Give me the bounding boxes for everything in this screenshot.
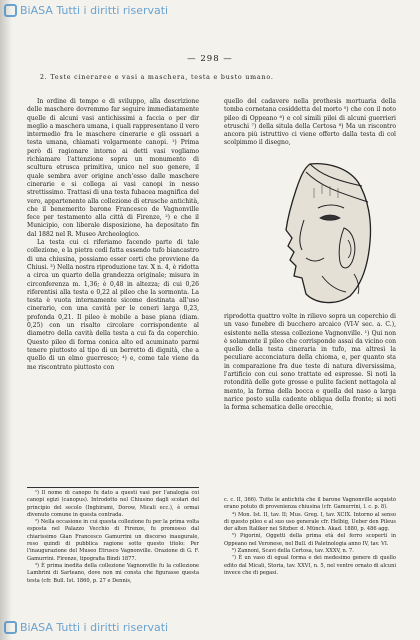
scan-edge-shadow (0, 0, 12, 640)
left-column-text (27, 98, 199, 480)
right-paragraph: riprodotta quattro volte in rilievo sopra un coperchio di un vaso funebre di bucchero arcaico (VI-V sec. a. C.), esistente nella stessa collezione Vagnonville. ¹) Qui non è solamente il pileo che corrisponde assai da vicino con quello della testa cineraria in tufo, ma altresì la peculiare acconciatura della chioma, e, per quanto sta in comparazione fra due teste di natura diversissima, l'artificio con cui sono trattate ed espresse. Sì noti la rotondità delle gote grosse e pulite facient nettagola al mento, la forma della bocca e quella del naso a larga narice posto sulla cadente obliqua della fronte; si noti la forma schematica delle orecchie, (224, 313, 396, 412)
right-paragraph: quello del cadavere nella prothesis mortuaria della tomba cornetana cosiddetta del morto ⁵) che con il noto pileo di Oppeano ⁶) e col simili pilei di alcuni guerrieri etruschi ⁷) della situla della Certosa ⁸) Ma un riscontro ancora più istruttivo ci viene offerto dalla testa di col scolpimmo il disegno, (224, 98, 396, 147)
footnotes-left (27, 487, 199, 618)
right-column-mid-text (224, 313, 396, 489)
footnote: ⁴) Mon. Ist. II, tav. II; Mus. Greg. I, tav. XCIX. Intorno al senso di questo pileo e al suo uso generale cfr. Helbig, Ueber den Pileus der alten Italiker nei Sitzber. d. Münch. Akad. 1880, p. 486 agg. (224, 511, 396, 533)
watermark-top-text: BiASA Tutti i diritti riservati (20, 4, 169, 17)
biasa-logo-icon (4, 621, 17, 634)
footnote: ³) È prima inedita della collezione Vagnonville fu la collezione Lambrini di Sarteano, dove non mi consta che figurasse questa testa (cfr. Bull. Ist. 1860, p. 27 e Dennis, (27, 562, 199, 584)
footnote: ⁵) Pigorini, Oggetti della prima età del ferro scoperti in Oppeano nel Veronese, nel Bull. di Paletnologia anno IV, tav. VI. (224, 533, 396, 547)
helmeted-head-relief-figure (262, 158, 384, 308)
left-paragraph: La testa cui ci riferiamo facendo parte di tale collezione, e la pietra cedì fatta essendo tufo biancastro di una chiusina, possiamo esser certi che provviene da Chiusi. ³) Nella nostra riproduzione tav. X n. 4, è ridotta a circa un quarto della grandezza originale; misura in circonferenza m. 1,36; è 0,48 in altezza; di cui 0,26 riferentisi alla testa e 0,22 al pileo che la sormonta. La testa è vuota internamente sicome destinata all'uso cinerario, con una cavità per le ceneri larga 0,23, profonda 0,21. Il pileo è mobile a base piana (diam. 0,25) con un risalto circolare corrispondente al diametro della cavità della testa a cui fa da coperchio. Questo pileo di forma conica alto ed acuminato parmi tenere piuttosto al tipo di un berretto di dignità, che a quello di un elmo guerresco; ⁴) e, come tale viene da me riscontrato piuttosto con (27, 239, 199, 371)
footnote: ⁶) Zannoni, Scavi della Certosa, tav. XXXV, n. 7. (232, 548, 354, 555)
left-paragraph: In ordine di tempo e di sviluppo, alla descrizione delle maschere dovremmo far seguire immediatamente quelle di alcuni vasi antichissimi a faccia o per dir meglio a maschera umana, i quali rappresentano il vero intermedio fra le maschere cinerarie e gli ossuari a testa umana, chiamati volgarmente canopi. ¹) Prima però di ragionare intorno ai detti vasi vogliamo richiamare l'attenzione sopra un monumento di scultura etrusca primitiva, unico nel suo genere, il quale sembra aver origine anch'esso dalle maschere cinerarie e si collega ai vasi canopi in nesso strettissimo. Trattasi di una testa fubacea magnifica del vero, appartenente alla collezione di etrusche antichità, che il benemerito barone Francesco de Vagnonville fece per testamento alla città di Firenze, ²) e che il Municipio, con liberale disposizione, ha depositato fin dal 1882 nel R. Museo Archeologico. (27, 98, 199, 238)
watermark-top (4, 4, 168, 17)
footnote: ⁷) È un vaso di egual forma e dei medesimo genere di quello edito dal Micali, Storia, tav. XXVI, n. 5, nel ventre ornato di alcuni invece che di pegasi. (224, 555, 396, 576)
watermark-bottom (4, 621, 168, 634)
right-column-top-text (224, 98, 396, 156)
footnote: ¹) Il nome di canopo fu dato a questi vasi per l'analogia coi canopi egizi (canopus). Introdotto nel Chiusino dagli scolari del principio del secolo (Inghirami, Dorow, Micali ecc.), è ormai divenuto comune in questa contrada. (27, 490, 199, 518)
biasa-logo-icon (4, 4, 17, 17)
footnote: ²) Nella occasione in cui questa collezione fu per la prima volta esposta nel Palazzo Vecchio di Firenze, fu promosso dal chiarissimo Gian Francesco Gamurrini un discorso inaugurale, reso quindi di pubblica ragione sotto questo titolo: Per l'inaugurazione del Museo Etrusco Vagnonville. Orazione di G. F. Gamurrini. Firenze, tipografia Bindi 1877. (27, 519, 199, 562)
page-number: — 298 — (187, 54, 233, 64)
footnote: c. c. II, 366). Tutte le antichità che il barone Vagnonville acquistò erano potuto di provenienza chiusina (cfr. Gamurrini, l. c. p. 8). (224, 497, 396, 511)
footnotes-right (224, 497, 396, 615)
watermark-bottom-text: BiASA Tutti i diritti riservati (20, 621, 169, 634)
section-heading: 2. Teste cineraree e vasi a maschera, testa e busto umano. (40, 74, 274, 81)
